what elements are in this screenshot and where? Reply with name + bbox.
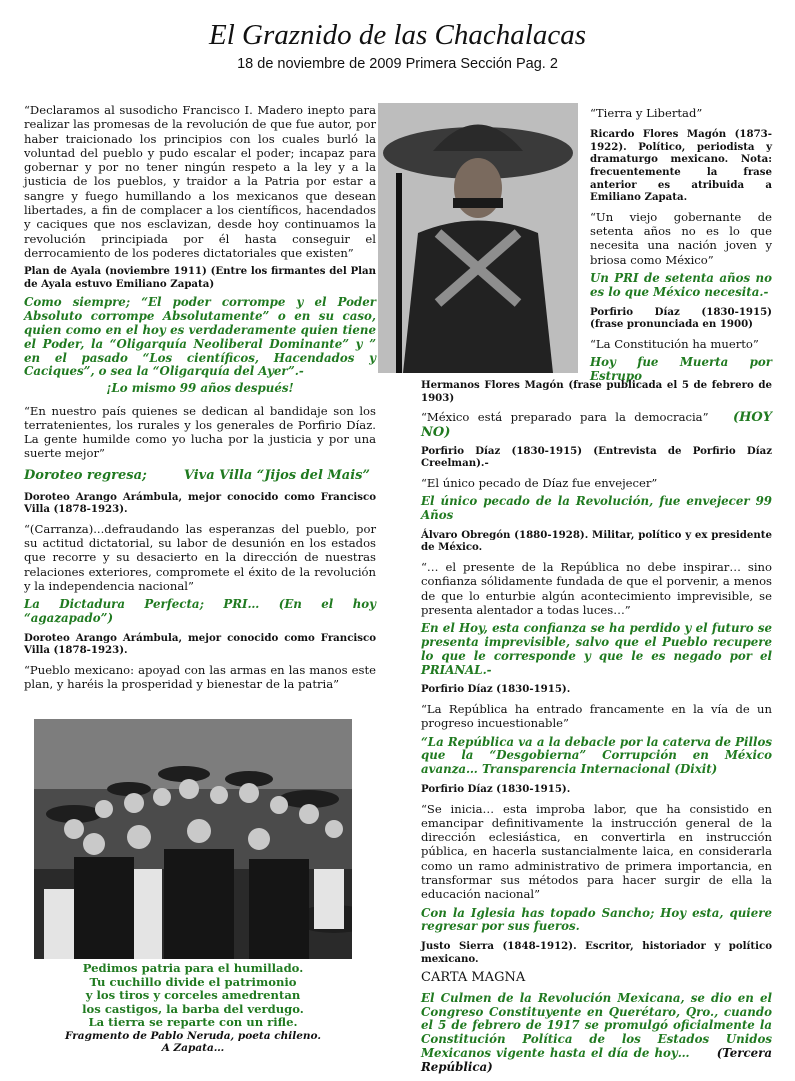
- comment-pecado-revolucion: El único pecado de la Revolución, fue envejecer 99 Años: [421, 494, 772, 523]
- quote-democracia: [421, 410, 772, 440]
- source-diaz-creelman: Porfirio Díaz (1830-1915) (Entrevista de Porfirio Díaz Creelman).-: [421, 444, 772, 470]
- source-villa-1: Doroteo Arango Arámbula, mejor conocido como Francisco Villa (1878-1923).: [24, 490, 376, 516]
- comment-muerta-estrupo: Hoy fue Muerta por Estrupo: [590, 355, 772, 383]
- poem-credit: A Zapata…: [161, 1041, 225, 1054]
- source-hermanos-flores-magon: Hermanos Flores Magón (frase publicada el 5 de febrero de 1903): [421, 379, 772, 404]
- comment-doroteo: [24, 469, 376, 483]
- quote-tierra-libertad: “Tierra y Libertad”: [590, 106, 703, 120]
- comment-culmen-revolucion: [421, 992, 772, 1075]
- source-flores-magon: Ricardo Flores Magón (1873-1922). Político, periodista y dramaturgo mexicano. Nota: frecuentemente la frase anterior es atribuida a Emiliano Zapata.: [590, 128, 772, 204]
- comment-poder: Como siempre; “El poder corrompe y el Poder Absoluto corrompe Absolutamente” o en su caso, quien como en el hoy es verdaderamente quien tiene el Poder, la “Oligarquía Neoliberal Dominante” y ” en el pasado “Los científicos, Hacendados y Caciques”, o sea la “Oligarquía del Ayer”.-: [24, 295, 376, 379]
- zapata-portrait-illustration: [378, 103, 578, 373]
- poem-line: La tierra se reparte con un rifle.: [88, 1015, 298, 1029]
- left-column: [24, 103, 376, 697]
- zapata-portrait-photo: [378, 103, 578, 373]
- source-villa-2: Doroteo Arango Arámbula, mejor conocido como Francisco Villa (1878-1923).: [24, 631, 376, 657]
- source-obregon: Álvaro Obregón (1880-1928). Militar, político y ex presidente de México.: [421, 528, 772, 554]
- comment-pri-setenta: Un PRI de setenta años no es lo que México necesita.-: [590, 271, 772, 299]
- right-column-lower: [421, 379, 772, 1081]
- quote-plan-de-ayala: “Declaramos al susodicho Francisco I. Madero inepto para realizar las promesas de la revolución de que fue autor, por haber traicionado los principios con los cuales burló la voluntad del pueblo y pudo escalar el poder; incapaz para gobernar y por no tener ningún respeto a la ley y a la justicia de los pueblos, y traidor a la Patria por estar a sangre y fuego humillando a los mexicanos que desean libertades, a fin de complacer a los científicos, hacendados y caciques que nos esclavizan, desde hoy continuamos la revolución principiada por él hasta conseguir el derrocamiento de los poderes dictatoriales que existen”: [24, 103, 376, 260]
- quote-carranza: “(Carranza)...defraudando las esperanzas del pueblo, por su actitud dictatorial, su labor de desunión en los estados que recorre y su desacierto en la dirección de nuestras relaciones exteriores, compromete el éxito de la revolución y la independencia nacional”: [24, 521, 376, 593]
- comment-dictadura: La Dictadura Perfecta; PRI… (En el hoy “agazapado”): [24, 597, 376, 625]
- source-diaz-a: Porfirio Díaz (1830-1915).: [421, 683, 571, 696]
- comment-doroteo-a: Doroteo regresa;: [24, 467, 147, 483]
- comment-confianza-perdido: En el Hoy, esta confianza se ha perdido y el futuro se presenta imprevisible, salvo que el Pueblo recupere lo que le corresponde y que le es negado por el PRIANAL.-: [421, 621, 772, 677]
- quote-instruccion-laica: “Se inicia… esta improba labor, que ha consistido en emancipar definitivamente la instrucción general de la dirección eclesiástica, en convertirla en instrucción pública, en hacerla sustancialmente laica, en considerarla como un ramo administrativo de primera importancia, en transformar sus métodos para hacer surgir de ella la educación nacional”: [421, 801, 772, 902]
- poem-line: y los tiros y corceles amedrentan: [85, 988, 301, 1002]
- comment-hoy-no: (HOY NO): [421, 410, 772, 440]
- page-title: El Graznido de las Chachalacas: [209, 19, 586, 51]
- page-subtitle: 18 de noviembre de 2009 Primera Sección Pag. 2: [237, 56, 558, 72]
- comment-doroteo-b: Viva Villa “Jijos del Mais”: [183, 467, 370, 483]
- quote-pecado-diaz: “El único pecado de Díaz fue envejecer”: [421, 475, 658, 490]
- quote-progreso: “La República ha entrado francamente en la vía de un progreso incuestionable”: [421, 702, 772, 731]
- quote-presente-republica: “… el presente de la República no debe inspirar… sino confianza sólidamente fundada de que el porvenir, a menos de que lo enturbie algún acontecimiento imprevisible, se presenta alentador a todas luces…”: [421, 560, 772, 617]
- comment-iglesia: Con la Iglesia has topado Sancho; Hoy esta, quiere regresar por sus fueros.: [421, 905, 772, 934]
- comment-culmen-text: El Culmen de la Revolución Mexicana, se dio en el Congreso Constituyente en Querétaro, Qro., cuando el 5 de febrero de 1917 se promulgó oficialmente la Constitución Política de los Estados Unidos Mexicanos vigente hasta el día de hoy…: [421, 990, 772, 1060]
- poem-line: Tu cuchillo divide el patrimonio: [89, 974, 297, 989]
- quote-pueblo-mexicano: “Pueblo mexicano: apoyad con las armas en las manos este plan, y haréis la prosperidad y bienestar de la patria”: [24, 662, 376, 692]
- heading-carta-magna: CARTA MAGNA: [421, 970, 526, 986]
- poem-credit: Fragmento de Pablo Neruda, poeta chileno.: [65, 1029, 321, 1042]
- poem-line: los castigos, la barba del verdugo.: [82, 1001, 304, 1016]
- quote-constitucion-muerto: “La Constitución ha muerto”: [590, 336, 759, 351]
- quote-viejo-gobernante: “Un viejo gobernante de setenta años no es lo que necesita una nación joven y briosa como México”: [590, 209, 772, 267]
- source-plan-de-ayala: Plan de Ayala (noviembre 1911) (Entre los firmantes del Plan de Ayala estuvo Emiliano Zapata): [24, 265, 376, 290]
- quote-villa-bandidaje: “En nuestro país quienes se dedican al bandidaje son los terratenientes, los rurales y los generales de Porfirio Díaz. La gente humilde como yo lucha por la justicia y por una suerte mejor”: [24, 403, 376, 461]
- source-justo-sierra: Justo Sierra (1848-1912). Escritor, historiador y político mexicano.: [421, 940, 772, 965]
- poem-line: Pedimos patria para el humillado.: [82, 961, 304, 975]
- quote-democracia-text: “México está preparado para la democracia”: [421, 410, 709, 425]
- neruda-poem: [34, 962, 352, 1054]
- comment-debacle: “La República va a la debacle por la caterva de Pillos que la “Desgobierna” Corrupción en México avanza… Transparencia Internacional (Dixit): [421, 734, 772, 777]
- source-diaz-b: Porfirio Díaz (1830-1915).: [421, 783, 571, 795]
- comment-99-anos: ¡Lo mismo 99 años después!: [106, 381, 294, 396]
- revolutionaries-group-illustration: [34, 719, 352, 959]
- comment-tercera-republica: (Tercera República): [421, 1045, 772, 1074]
- source-diaz-1900: Porfirio Díaz (1830-1915) (frase pronunciada en 1900): [590, 305, 772, 331]
- right-column-upper: [590, 106, 772, 390]
- revolutionaries-group-photo: [34, 719, 352, 959]
